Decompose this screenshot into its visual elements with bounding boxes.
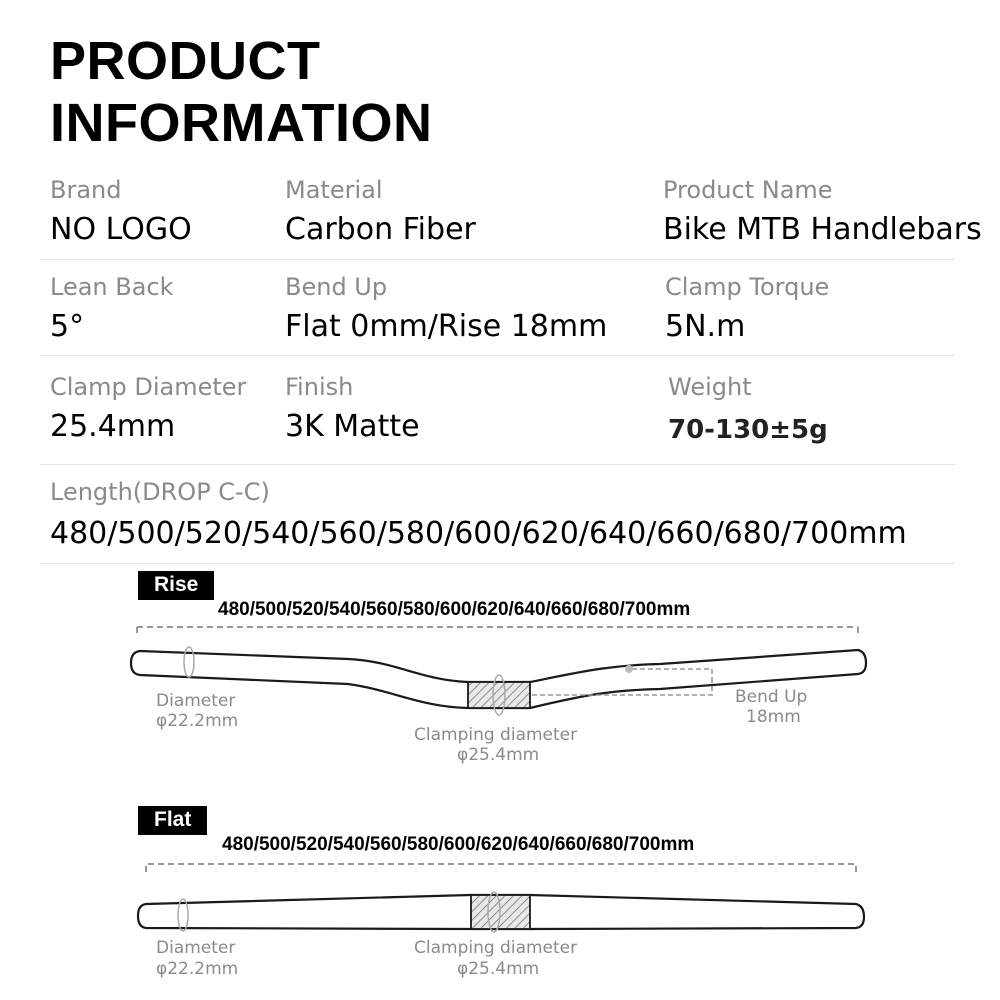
spec-brand-value: NO LOGO: [50, 212, 192, 247]
rise-bend-point: [625, 665, 633, 673]
spec-lean-back-label: Lean Back: [50, 273, 174, 301]
spec-product-name-value: Bike MTB Handlebars: [663, 212, 982, 247]
spec-material-label: Material: [285, 176, 383, 204]
spec-clamp-torque-label: Clamp Torque: [665, 273, 830, 301]
rise-sizes-label: 480/500/520/540/560/580/600/620/640/660/680/700mm: [218, 599, 691, 620]
spec-product-name-label: Product Name: [663, 176, 833, 204]
flat-clamping-value: φ25.4mm: [457, 959, 540, 979]
rise-clamping-label: Clamping diameter: [414, 725, 578, 745]
title-line-2: INFORMATION: [50, 93, 433, 153]
rise-diameter-value: φ22.2mm: [156, 711, 239, 731]
rise-clamp-area: [468, 682, 530, 708]
rise-tag: Rise: [138, 571, 214, 600]
rise-width-dimension: [137, 627, 858, 636]
spec-weight-label: Weight: [668, 373, 752, 401]
spec-length-label: Length(DROP C-C): [50, 478, 270, 506]
rise-bend-label: Bend Up: [735, 687, 808, 707]
spec-bend-up-value: Flat 0mm/Rise 18mm: [285, 309, 608, 344]
flat-diameter-label: Diameter: [156, 938, 236, 958]
spec-length-value: 480/500/520/540/560/580/600/620/640/660/680/700mm: [50, 516, 907, 551]
flat-tag: Flat: [138, 806, 207, 835]
spec-clamp-diameter-label: Clamp Diameter: [50, 373, 247, 401]
spec-clamp-torque-value: 5N.m: [665, 309, 746, 344]
spec-lean-back-value: 5°: [50, 309, 85, 344]
rise-bend-value: 18mm: [746, 707, 801, 727]
spec-weight-value: 70-130±5g: [668, 415, 828, 445]
spec-bend-up-label: Bend Up: [285, 273, 388, 301]
rise-clamping-value: φ25.4mm: [457, 745, 540, 765]
rise-diameter-label: Diameter: [156, 691, 236, 711]
flat-sizes-label: 480/500/520/540/560/580/600/620/640/660/680/700mm: [222, 834, 695, 855]
rise-diagram: [131, 627, 866, 765]
flat-diagram: [138, 864, 864, 979]
flat-clamping-label: Clamping diameter: [414, 938, 578, 958]
spec-finish-label: Finish: [285, 373, 354, 401]
spec-material-value: Carbon Fiber: [285, 212, 476, 247]
title-line-1: PRODUCT: [50, 31, 321, 91]
spec-clamp-diameter-value: 25.4mm: [50, 409, 176, 444]
flat-width-dimension: [146, 864, 856, 872]
flat-diameter-value: φ22.2mm: [156, 959, 239, 979]
spec-brand-label: Brand: [50, 176, 122, 204]
spec-finish-value: 3K Matte: [285, 409, 420, 444]
